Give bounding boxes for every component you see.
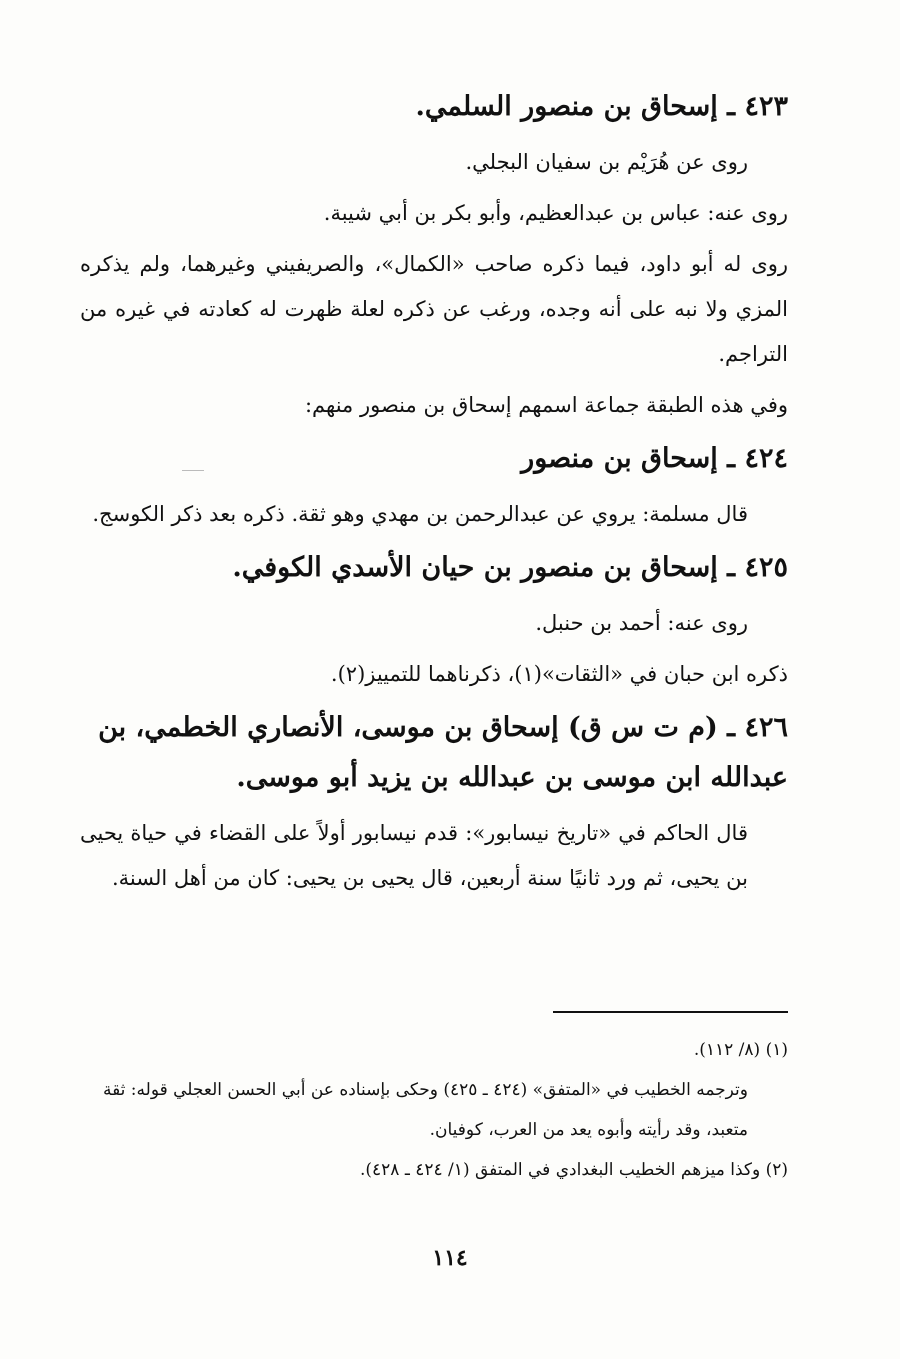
entry-heading: ٤٢٥ ـ إسحاق بن منصور بن حيان الأسدي الكوفي. bbox=[232, 552, 788, 583]
entry-paragraph: روى له أبو داود، فيما ذكره صاحب «الكمال»، والصريفيني وغيرهما، ولم يذكره المزي ولا نبه على أنه وجده، ورغب عن ذكره لعلة ظهرت له كعادته في غيره من التراجم. bbox=[80, 252, 788, 366]
entry-paragraph: روى عنه: أحمد بن حنبل. bbox=[535, 611, 748, 635]
entry-paragraph: ذكره ابن حبان في «الثقات»(١)، ذكرناهما للتمييز(٢). bbox=[330, 662, 788, 686]
footnote-line: (١) (٨/ ١١٢). bbox=[693, 1040, 788, 1060]
page-number: ١١٤ bbox=[432, 1245, 468, 1271]
entry-paragraph: روى عن هُرَيْم بن سفيان البجلي. bbox=[465, 150, 748, 174]
entry-paragraph: قال مسلمة: يروي عن عبدالرحمن بن مهدي وهو ثقة. ذكره بعد ذكر الكوسج. bbox=[92, 502, 748, 526]
footnote-divider bbox=[553, 1011, 788, 1013]
entry-heading: ٤٢٣ ـ إسحاق بن منصور السلمي. bbox=[415, 91, 788, 122]
footnotes bbox=[80, 1030, 788, 1190]
print-mark bbox=[182, 470, 204, 471]
entry-paragraph: قال الحاكم في «تاريخ نيسابور»: قدم نيسابور أولاً على القضاء في حياة يحيى بن يحيى، ثم ورد ثانيًا سنة أربعين، قال يحيى بن يحيى: كان من أهل السنة. bbox=[80, 821, 748, 890]
footnote-line: وترجمه الخطيب في «المتفق» (٤٢٤ ـ ٤٢٥) وحكى بإسناده عن أبي الحسن العجلي قوله: ثقة متعبد، وقد رأيته وأبوه يعد من العرب، كوفيان. bbox=[102, 1080, 748, 1140]
entry-paragraph: روى عنه: عباس بن عبدالعظيم، وأبو بكر بن أبي شيبة. bbox=[323, 201, 788, 225]
entry-paragraph: وفي هذه الطبقة جماعة اسمهم إسحاق بن منصور منهم: bbox=[304, 393, 788, 417]
entry-heading: ٤٢٦ ـ (م ت س ق) إسحاق بن موسى، الأنصاري الخطمي، بن عبدالله ابن موسى بن عبدالله بن يزيد أبو موسى. bbox=[98, 712, 788, 793]
entry-heading: ٤٢٤ ـ إسحاق بن منصور bbox=[521, 443, 788, 474]
footnote-line: (٢) وكذا ميزهم الخطيب البغدادي في المتفق (١/ ٤٢٤ ـ ٤٢٨). bbox=[360, 1160, 788, 1180]
page-content bbox=[80, 82, 788, 901]
